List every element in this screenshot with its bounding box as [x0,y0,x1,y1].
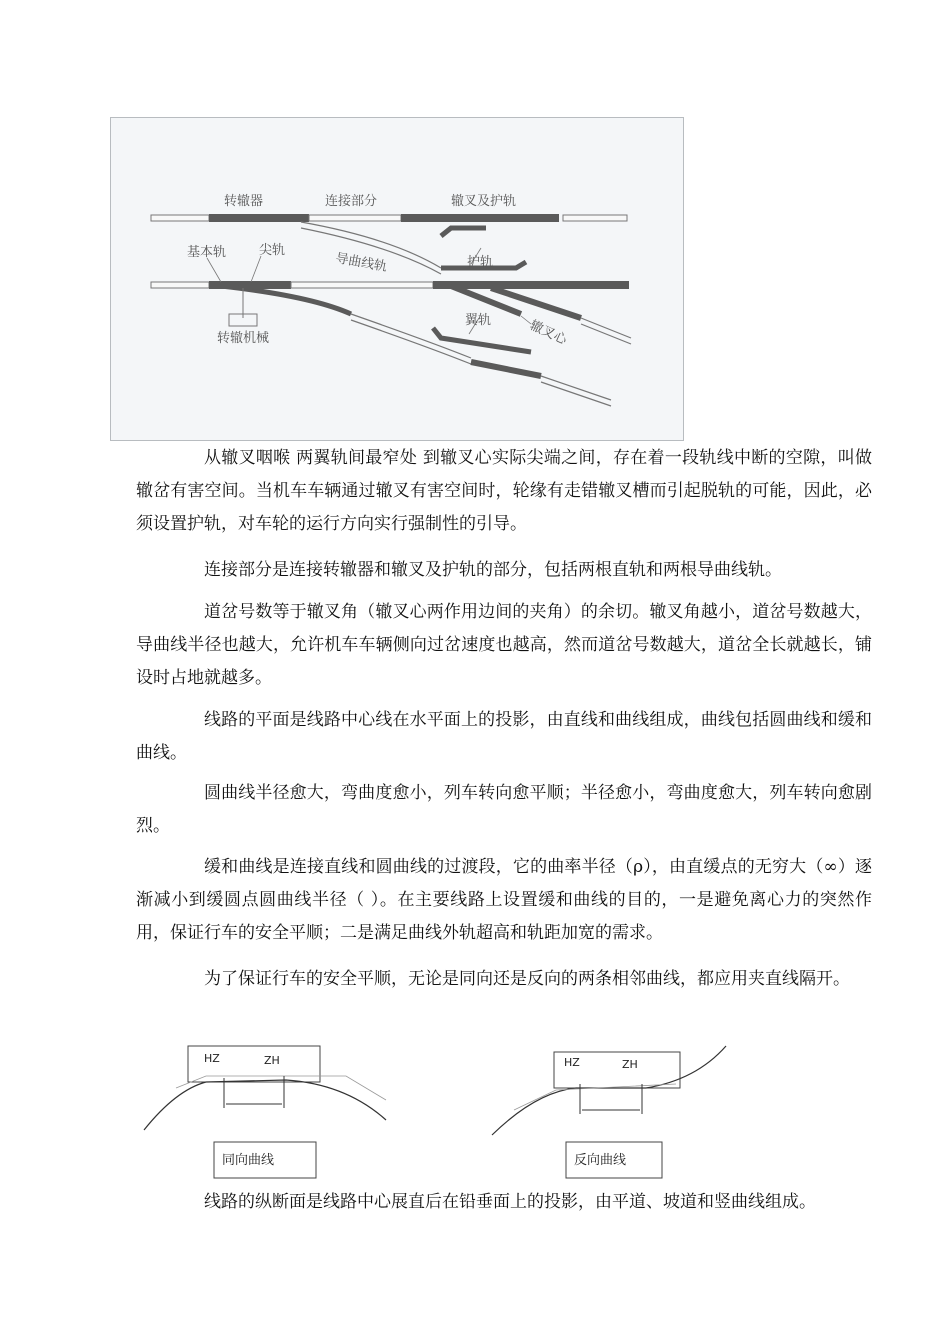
paragraph-longitudinal-profile: 线路的纵断面是线路中心展直后在铅垂面上的投影，由平道、坡道和竖曲线组成。 [204,1192,816,1212]
paragraph-tangent-between: 为了保证行车的安全平顺，无论是同向还是反向的两条相邻曲线，都应用夹直线隔开。 [204,969,850,989]
reverse-curve [492,1046,726,1178]
turnout-figure [110,117,684,441]
curve-figure [136,1040,736,1185]
lower-branch-rail [471,362,541,376]
label-frog-guard: 辙叉及护轨 [451,194,517,209]
paragraph-turnout-number: 道岔号数等于辙叉角（辙叉心两作用边间的夹角）的余切。辙叉角越小，道岔号数越大，导曲线半径也越大，允许机车车辆侧向过岔速度也越高，然而道岔号数越大，道岔全长就越长，铺设时占地就越多。 [136,602,872,688]
frog-wing [491,288,581,318]
guard-rail-upper [441,228,486,236]
right-zh-label: ZH [622,1058,638,1071]
lower-straight-rail-open [151,282,209,288]
paragraph-line-plan: 线路的平面是线路中心线在水平面上的投影，由直线和曲线组成，曲线包括圆曲线和缓和曲线。 [136,710,872,763]
leader-stock-rail [207,258,221,282]
lower-branch-tail-2 [541,382,611,406]
left-curve-line [144,1080,386,1130]
upper-switch-rail [209,214,309,222]
upper-frog-rail [401,214,559,222]
leader-frog-core [521,316,531,324]
paragraph-harmful-space: 从辙叉咽喉 两翼轨间最窄处 到辙叉心实际尖端之间，存在着一段轨线中断的空隙，叫做辙岔有害空间。当机车车辆通过辙叉有害空间时，轮缘有走错辙叉槽而引起脱轨的可能，因此，必须设置护轨，对车轮的运行方向实行强制性的引导。 [136,448,872,534]
right-curve-line [492,1046,726,1135]
turnout-diagram [111,118,683,440]
same-direction-curve [144,1046,386,1178]
right-caption: 反向曲线 [574,1153,627,1168]
label-switch-machine: 转辙机械 [217,331,270,346]
lead-curve-lower [351,314,471,358]
paragraph-connecting-part: 连接部分是连接转辙器和辙叉及护轨的部分，包括两根直轨和两根导曲线轨。 [204,560,782,580]
label-frog-core: 辙叉心 [527,318,570,349]
lower-connecting-rail [291,282,433,288]
label-stock-rail: 基本轨 [187,245,227,260]
upper-connecting-rail [309,215,401,221]
upper-end-rail [563,215,627,221]
curve-diagram [136,1040,736,1185]
paragraph-transition-curve: 缓和曲线是连接直线和圆曲线的过渡段，它的曲率半径（ρ），由直缓点的无穷大（∞）逐渐减小到缓圆点圆曲线半径（ ）。在主要线路上设置缓和曲线的目的，一是避免离心力的突然作用，保证行车的安全平顺；二是满足曲线外轨超高和轨距加宽的需求。 [136,857,872,943]
right-hz-label: HZ [564,1056,580,1069]
frog-core [451,286,521,314]
label-wing-rail: 翼轨 [465,313,492,328]
label-switch: 转辙器 [224,194,264,209]
left-zh-label: ZH [264,1054,280,1067]
upper-straight-rail-open [151,215,209,221]
label-lead-curve: 导曲线轨 [334,251,389,275]
frog-tail-1 [581,318,631,338]
label-connecting: 连接部分 [325,194,378,209]
left-hz-label: HZ [204,1052,220,1065]
paragraph-circular-curve: 圆曲线半径愈大，弯曲度愈小，列车转向愈平顺；半径愈小，弯曲度愈大，列车转向愈剧烈。 [136,783,872,836]
label-point-rail: 尖轨 [259,243,286,258]
leader-point-rail [251,256,261,282]
point-rail [221,286,351,314]
lower-branch-tail-1 [541,376,611,400]
label-guard-rail: 护轨 [467,255,494,270]
left-caption: 同向曲线 [222,1153,275,1168]
frog-tail-2 [581,324,631,344]
